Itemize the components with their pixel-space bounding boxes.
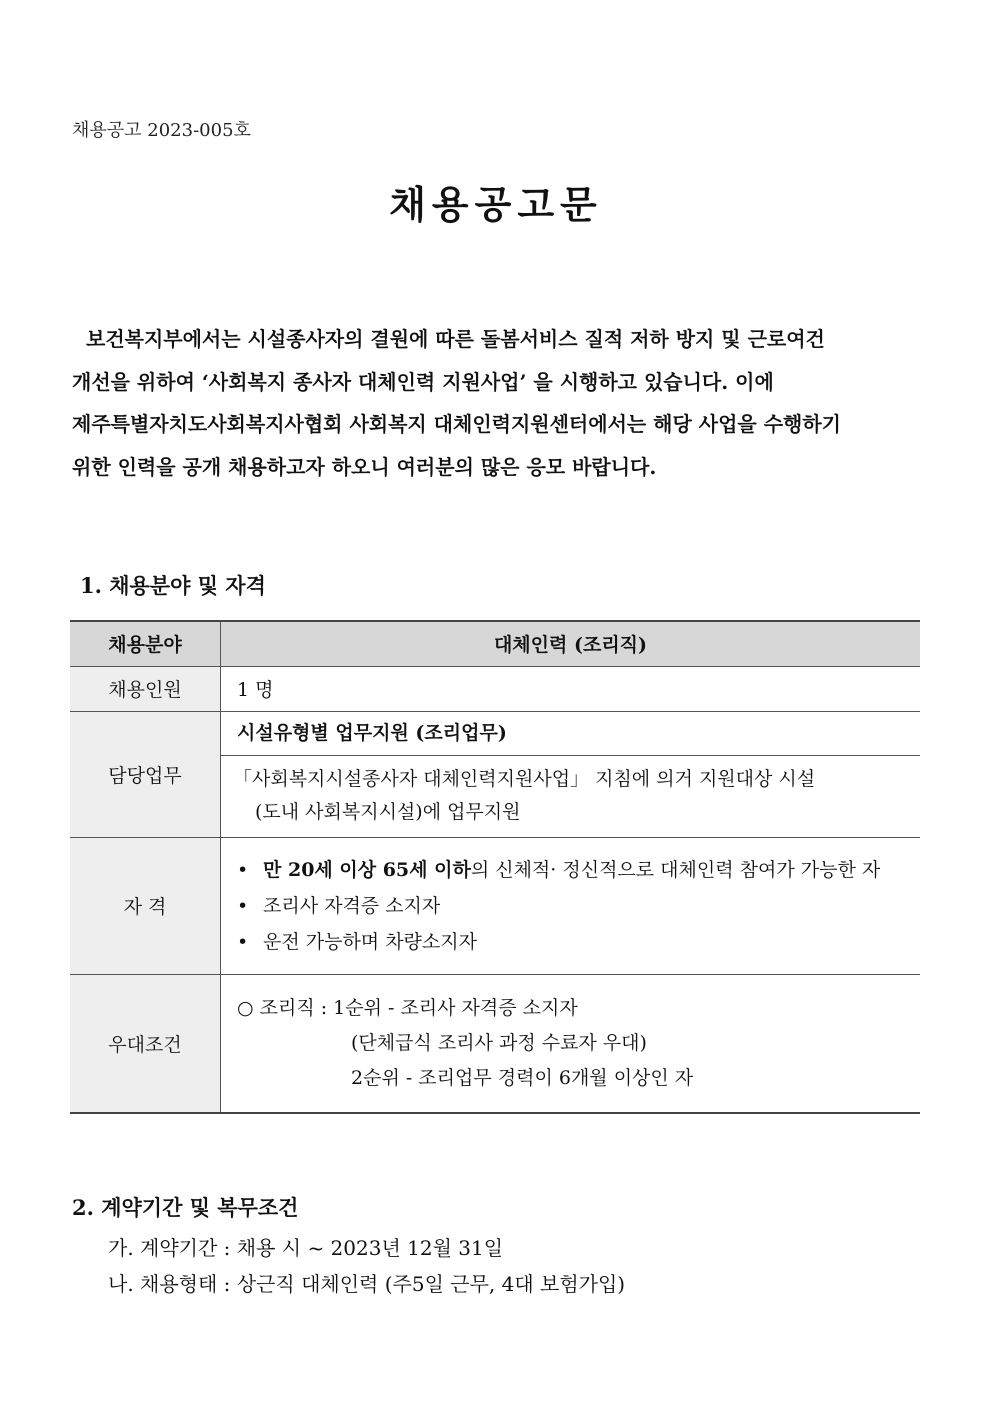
preference-line: (단체급식 조리사 과정 수료자 우대) xyxy=(351,1031,647,1054)
recruitment-table xyxy=(70,620,920,1114)
intro-line: 보건복지부에서는 시설종사자의 결원에 따른 돌봄서비스 질적 저하 방지 및 근로여건 xyxy=(86,327,825,351)
qualification-text: 의 신체적· 정신적으로 대체인력 참여가 가능한 자 xyxy=(470,858,881,881)
table-row xyxy=(70,711,920,837)
intro-line: 위한 인력을 공개 채용하고자 하오니 여러분의 많은 응모 바랍니다. xyxy=(72,454,657,479)
table-row xyxy=(70,974,920,1113)
preference-line: ○ 조리직 : 1순위 - 조리사 자격증 소지자 xyxy=(237,996,578,1019)
qualification-cell xyxy=(221,837,921,974)
table-row xyxy=(70,621,920,666)
bullet-icon: • xyxy=(237,858,249,881)
table-row xyxy=(70,837,920,974)
list-item xyxy=(237,888,920,924)
qualification-text: 운전 가능하며 차량소지자 xyxy=(263,930,477,953)
section2-heading: 2. 계약기간 및 복무조건 xyxy=(72,1195,299,1220)
duty-description xyxy=(221,756,920,837)
qualification-text: 조리사 자격증 소지자 xyxy=(263,894,441,917)
section1-heading: 1. 채용분야 및 자격 xyxy=(80,573,266,598)
intro-line: 개선을 위하여 ‘사회복지 종사자 대체인력 지원사업’ 을 시행하고 있습니다. 이에 xyxy=(72,369,774,394)
notice-number: 채용공고 2023-005호 xyxy=(72,120,251,141)
qualification-list xyxy=(221,838,920,974)
preference-label: 우대조건 xyxy=(70,974,221,1113)
page-title: 채용공고문 xyxy=(389,183,603,227)
count-value: 1 명 xyxy=(221,666,921,711)
duty-desc-line: 「사회복지시설종사자 대체인력지원사업」 지침에 의거 지원대상 시설 xyxy=(233,767,816,790)
preference-cell xyxy=(221,974,921,1113)
bullet-icon: • xyxy=(237,930,249,953)
table-row xyxy=(70,666,920,711)
field-label: 채용분야 xyxy=(70,621,221,666)
age-requirement: 만 20세 이상 65세 이하 xyxy=(263,858,471,881)
employment-type: 나. 채용형태 : 상근직 대체인력 (주5일 근무, 4대 보험가입) xyxy=(108,1272,626,1296)
bullet-icon: • xyxy=(237,894,249,917)
duty-desc-line: (도내 사회복지시설)에 업무지원 xyxy=(255,800,521,823)
duty-label: 담당업무 xyxy=(70,711,221,837)
duty-cell xyxy=(221,711,921,837)
preference-line: 2순위 - 조리업무 경력이 6개월 이상인 자 xyxy=(351,1066,694,1089)
duty-title: 시설유형별 업무지원 (조리업무) xyxy=(221,712,920,756)
list-item xyxy=(237,852,920,888)
contract-period: 가. 계약기간 : 채용 시 ~ 2023년 12월 31일 xyxy=(108,1236,504,1260)
intro-line: 제주특별자치도사회복지사협회 사회복지 대체인력지원센터에서는 해당 사업을 수행하기 xyxy=(72,412,841,436)
qualification-label: 자 격 xyxy=(70,837,221,974)
list-item xyxy=(237,924,920,960)
count-label: 채용인원 xyxy=(70,666,221,711)
preference-list xyxy=(221,975,920,1112)
intro-paragraph xyxy=(72,318,918,488)
field-value: 대체인력 (조리직) xyxy=(221,621,921,666)
